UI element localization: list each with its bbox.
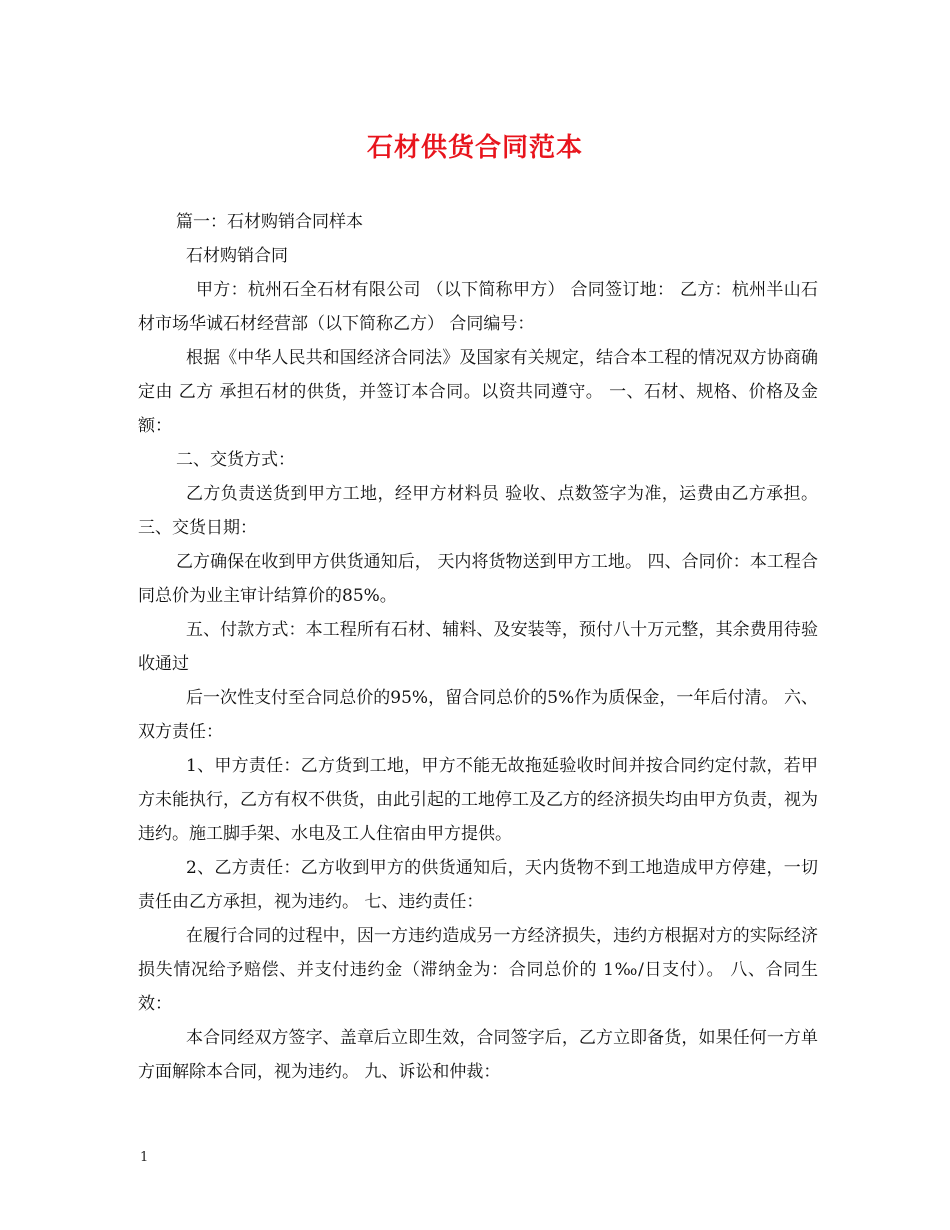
delivery-date-paragraph: 乙方确保在收到甲方供货通知后， 天内将货物送到甲方工地。 四、合同价：本工程合同总价为业主审计结算价的85%。 bbox=[138, 552, 818, 606]
party-a-duties-paragraph: 1、甲方责任：乙方货到工地，甲方不能无故拖延验收时间并按合同约定付款，若甲方未能执行，乙方有权不供货，由此引起的工地停工及乙方的经济损失均由甲方负责，视为违约。施工脚手架、水电及工人住宿由甲方提供。 bbox=[138, 756, 818, 844]
contract-name: 石材购销合同 bbox=[186, 246, 288, 266]
preamble-paragraph: 根据《中华人民共和国经济合同法》及国家有关规定，结合本工程的情况双方协商确定由 乙方 承担石材的供货，并签订本合同。以资共同遵守。 一、石材、规格、价格及金额： bbox=[138, 348, 818, 436]
parties-paragraph: 甲方：杭州石全石材有限公司 （以下简称甲方） 合同签订地： 乙方：杭州半山石材市场华诚石材经营部（以下简称乙方） 合同编号： bbox=[138, 280, 818, 334]
party-b-duties-paragraph: 2、乙方责任：乙方收到甲方的供货通知后，天内货物不到工地造成甲方停建，一切责任由乙方承担，视为违约。 七、违约责任： bbox=[138, 858, 818, 912]
delivery-method-heading: 二、交货方式： bbox=[176, 450, 295, 470]
contract-effect-paragraph: 本合同经双方签字、盖章后立即生效，合同签字后，乙方立即备货，如果任何一方单方面解除本合同，视为违约。 九、诉讼和仲裁： bbox=[138, 1028, 818, 1082]
payment-continuation-paragraph: 后一次性支付至合同总价的95%，留合同总价的5%作为质保金，一年后付清。 六、双方责任： bbox=[138, 688, 818, 742]
delivery-method-paragraph: 乙方负责送货到甲方工地，经甲方材料员 验收、点数签字为准，运费由乙方承担。 三、交货日期： bbox=[138, 484, 824, 538]
document-title: 石材供货合同范本 bbox=[366, 133, 583, 163]
breach-liability-paragraph: 在履行合同的过程中，因一方违约造成另一方经济损失，违约方根据对方的实际经济损失情况给予赔偿、并支付违约金（滞纳金为：合同总价的 1‰/日支付）。 八、合同生效： bbox=[138, 926, 818, 1014]
section-heading-part-one: 篇一：石材购销合同样本 bbox=[176, 212, 363, 232]
payment-paragraph: 五、付款方式：本工程所有石材、辅料、及安装等，预付八十万元整，其余费用待验收通过 bbox=[138, 620, 818, 674]
page-number: 1 bbox=[140, 1150, 149, 1165]
